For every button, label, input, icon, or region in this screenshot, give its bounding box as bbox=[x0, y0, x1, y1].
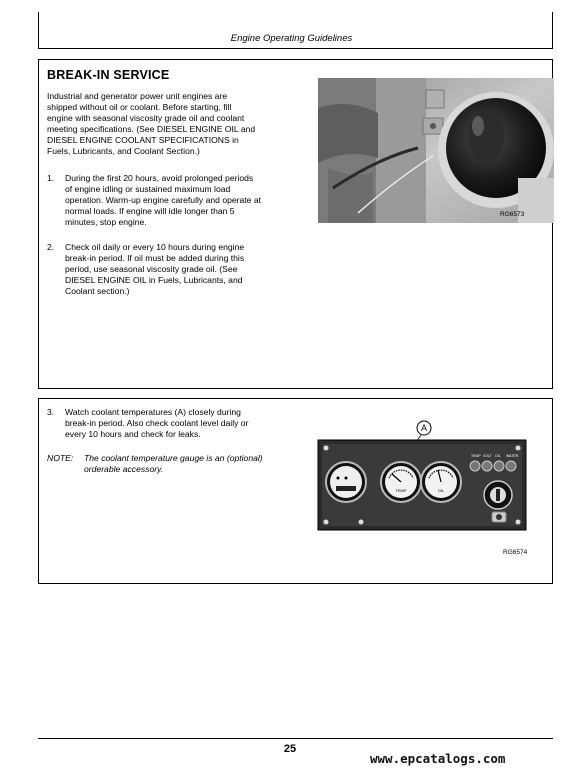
callout-label: A bbox=[420, 423, 428, 433]
oil-filter-illustration bbox=[318, 78, 554, 223]
list-item-2 bbox=[47, 242, 307, 302]
text-line: meeting specifications. (See DIESEL ENGINE OIL and bbox=[47, 124, 256, 134]
figure-reference: RG6574 bbox=[503, 549, 528, 556]
instrument-panel-illustration bbox=[316, 420, 530, 540]
watermark: www.epcatalogs.com bbox=[370, 751, 506, 766]
page-header-title: Engine Operating Guidelines bbox=[230, 33, 353, 44]
text-line: normal loads. If engine will idle longer than 5 bbox=[65, 206, 235, 216]
text-line: Industrial and generator power unit engines are bbox=[47, 91, 228, 101]
text-line: orderable accessory. bbox=[84, 464, 164, 474]
indicator-label: TEMP bbox=[471, 454, 481, 458]
oil-gauge-label: OIL bbox=[437, 488, 445, 493]
text-line: Watch coolant temperatures (A) closely during bbox=[65, 407, 241, 417]
indicator-label: WATER bbox=[506, 454, 519, 458]
text-line: Check oil daily or every 10 hours during engine bbox=[65, 242, 245, 252]
indicator-label: OIL bbox=[495, 454, 501, 458]
intro-paragraph bbox=[47, 91, 307, 157]
text-line: break-in period. Also check coolant level daily or bbox=[65, 418, 249, 428]
text-line: of engine idling or sustained maximum load bbox=[65, 184, 231, 194]
text-line: Fuels, Lubricants, and Coolant Section.) bbox=[47, 146, 200, 156]
note-text bbox=[84, 453, 314, 475]
text-line: break-in period. If oil must be added during this bbox=[65, 253, 245, 263]
list-text bbox=[65, 173, 261, 228]
figure-reference: RG6573 bbox=[500, 211, 525, 218]
note-label: NOTE: bbox=[47, 453, 74, 463]
text-line: shipped without oil or coolant. Before starting, fill bbox=[47, 102, 232, 112]
text-line: minutes, stop engine. bbox=[65, 217, 147, 227]
list-text bbox=[65, 407, 248, 440]
footer-rule bbox=[38, 738, 553, 739]
section-title: BREAK-IN SERVICE bbox=[47, 68, 170, 82]
list-text bbox=[65, 242, 244, 297]
text-line: DIESEL ENGINE OIL in Fuels, Lubricants, and bbox=[65, 275, 243, 285]
list-number: 3. bbox=[47, 407, 55, 417]
text-line: Coolant section.) bbox=[65, 286, 130, 296]
page-number: 25 bbox=[283, 743, 297, 755]
header-bottom-rule bbox=[38, 48, 553, 49]
text-line: period, use seasonal viscosity grade oil. (See bbox=[65, 264, 238, 274]
text-line: every 10 hours and check for leaks. bbox=[65, 429, 201, 439]
list-item-3 bbox=[47, 407, 309, 443]
text-line: During the first 20 hours, avoid prolonged periods bbox=[65, 173, 254, 183]
temp-gauge-label: TEMP bbox=[395, 488, 407, 493]
oil-filter-photo bbox=[318, 78, 554, 223]
text-line: The coolant temperature gauge is an (optional) bbox=[84, 453, 263, 463]
indicator-label: VOLT bbox=[483, 454, 492, 458]
list-number: 1. bbox=[47, 173, 55, 183]
text-line: DIESEL ENGINE COOLANT SPECIFICATIONS in bbox=[47, 135, 239, 145]
text-line: operation. Warm-up engine carefully and operate at bbox=[65, 195, 262, 205]
gauge-panel-figure bbox=[316, 420, 530, 540]
list-number: 2. bbox=[47, 242, 55, 252]
text-line: engine with seasonal viscosity grade oil and coolant bbox=[47, 113, 245, 123]
list-item-1 bbox=[47, 173, 307, 233]
